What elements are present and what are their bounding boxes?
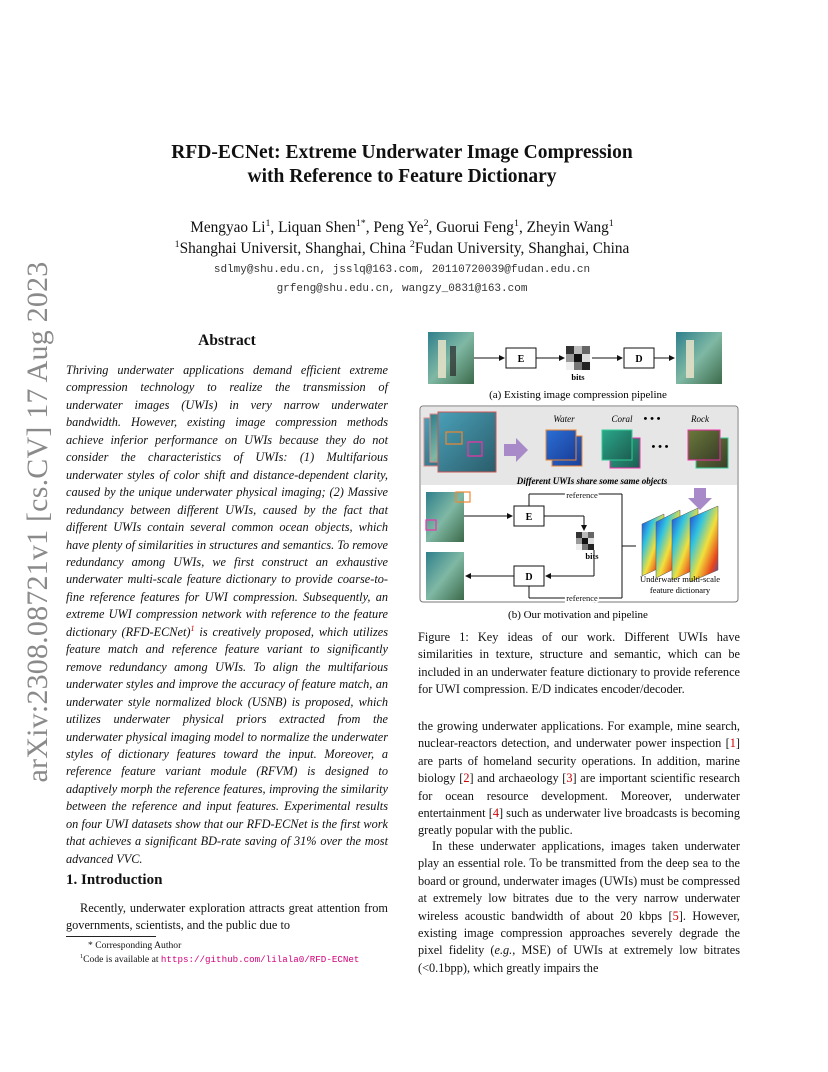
figure-1 [416,326,741,626]
paper-title [100,141,704,189]
citation-link[interactable]: 2 [463,771,470,786]
water-patch [546,430,576,460]
uwi-stack [438,412,496,472]
water-label: Water [553,414,575,424]
caption-b: (b) Our motivation and pipeline [508,609,648,621]
bits-grid-b [576,532,594,550]
share-label: Different UWIs share some same objects [516,476,668,486]
emails-line-1: sdlmy@shu.edu.cn, jsslq@163.com, 20110720039@fudan.edu.cn [213,264,591,276]
footnote-rule [66,936,156,937]
bits-label-a: bits [571,372,585,382]
author-emails [100,261,704,299]
bits-grid-a [566,346,590,370]
bits-label-b: bits [585,551,599,561]
encoder-label-a: E [517,354,525,365]
section-heading-introduction: 1. Introduction [66,872,163,888]
decoder-label-a: D [635,354,643,365]
reference-label-top: reference [566,490,598,500]
right-paragraph-1: the growing underwater applications. For example, mine search, nuclear-reactors detection, and underwater power inspection [1] are parts of homeland security operations. In addition, marine biology [2] and archaeology [3] are important scientific research for ocean resource development. Moreover, underwater entertainment [4] such as underwater live broadcasts is becoming greatly popular with the public. [418,719,740,838]
pipeline-b [420,406,738,621]
dict-label-2: feature dictionary [649,585,711,595]
abstract-text: Thriving underwater applications demand efficient extreme compression technology to realize the transmission of underwater images (UWIs) in very narrow underwater bandwidth. However, existing image compression methods achieve inferior performance on UWIs because they do not consider the characteristics of UWIs: (1) Multifarious underwater styles of color shift and distance-dependent clarity, caused by the unique underwater physical imaging; (2) Massive redundancy between different UWIs, caused by the fact that different UWIs contain several common ocean objects, which have plenty of similarities in structures and semantics. To remove redundancy among UWIs, we first construct an exhaustive underwater multi-scale feature dictionary to provide coarse-to-fine reference features for UWI compression. Subsequently, an extreme UWI compression network with reference to the feature dictionary (RFD-ECNet)$^1$ is creatively proposed, which utilizes feature match and reference feature variant to significantly remove redundancy among UWIs. To align the multifarious underwater styles and improve the accuracy of feature match, an underwater style normalized block (USNB) is proposed, which utilizes underwater physical priors extracted from the underwater physical imaging model to normalize the underwater styles of dictionary features toward the input. Moreover, a reference feature variant module (RFVM) is designed to adaptively morph the reference features, improving the similarity between the reference and input features. Experimental results on four UWI datasets show that our RFD-ECNet is the first work that achieves a significant BD-rate saving of 31% over the most advanced VVC. [66,363,388,866]
arxiv-watermark: arXiv:2308.08721v1 [cs.CV] 17 Aug 2023 [21,261,54,783]
output-image-a [676,332,722,384]
reference-label-bottom: reference [566,593,598,603]
coral-label: Coral [611,414,633,424]
caption-a: (a) Existing image compression pipeline [489,389,667,401]
coral-patch [602,430,632,460]
title-line-2: with Reference to Feature Dictionary [247,166,557,187]
footnotes [66,939,396,966]
footnote-corresponding: * Corresponding Author [88,940,182,951]
code-url-link[interactable]: https://github.com/lilala0/RFD-ECNet [160,953,360,965]
dots-mid: • • • [651,441,669,453]
title-line-1: RFD-ECNet: Extreme Underwater Image Compression [171,142,633,163]
emails-line-2: grfeng@shu.edu.cn, wangzy_0831@163.com [276,283,528,295]
citation-link[interactable]: 3 [566,771,573,786]
dict-label-1: Underwater multi-scale [639,574,721,584]
citation-link[interactable]: 4 [492,806,499,821]
footnote-code: $^1$Code is available at https://github.com/lilala0/RFD-ECNet [80,952,360,965]
footnote-link[interactable]: 1 [190,623,195,633]
decoder-label-b: D [525,572,533,583]
intro-paragraph: Recently, underwater exploration attracts great attention from governments, scientists, and the public due to [66,901,388,933]
right-paragraph-2: In these underwater applications, images taken underwater play an essential role. To be transmitted from the deep sea to the board or ground, underwater images (UWIs) must be compressed at extremely low bitrates due to the very narrow underwater wireless acoustic bandwidth of about 20 kbps [5]. However, existing image compression approaches severely degrade the pixel fidelity (e.g., MSE) of UWIs at extremely low bitrates (<0.1bpp), which greatly impairs the [418,839,741,975]
affiliations: $^1$Shanghai Universit, Shanghai, China $^2$Fudan University, Shanghai, China [174,238,630,257]
abstract-heading: Abstract [198,332,256,349]
figure-1-diagram [416,326,741,626]
rock-label: Rock [691,414,709,424]
encoder-label-b: E [525,512,533,523]
rock-patch [688,430,720,460]
citation-link[interactable]: 5 [672,908,679,923]
author-block [100,217,704,259]
dots-top: • • • [643,413,661,425]
pipeline-a [428,332,722,401]
author-names: Mengyao Li$^1$, Liquan Shen$^{1*}$, Peng Ye$^2$, Guorui Feng$^1$, Zheyin Wang$^1$ [190,217,614,236]
figure-caption: Figure 1: Key ideas of our work. Different UWIs have similarities in texture, structure and semantic, which can be included in an underwater feature dictionary to provide reference for UWI compression. E/D indicates encoder/decoder. [418,630,740,697]
output-image-b [426,552,464,600]
citation-link[interactable]: 1 [729,736,736,751]
input-image-b [426,492,464,542]
